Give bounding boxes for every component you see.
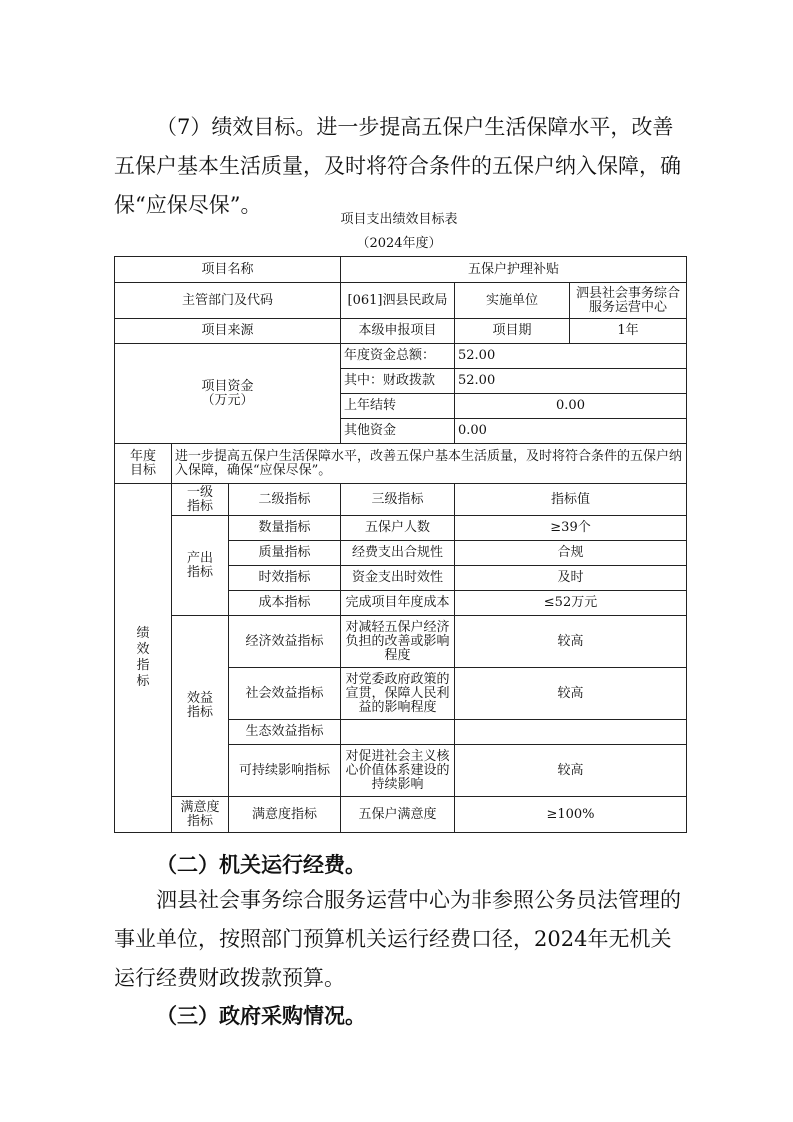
- indicator-l2: 满意度指标: [229, 797, 341, 833]
- source-label: 项目来源: [115, 319, 341, 344]
- project-name-label: 项目名称: [115, 257, 341, 283]
- benefit-label: [172, 616, 229, 797]
- fund-item-value: 0.00: [455, 394, 687, 419]
- row-benefit-economic: [115, 616, 687, 668]
- indicator-l2: 时效指标: [229, 566, 341, 591]
- impl-value: 泗县社会事务综合服务运营中心: [570, 283, 687, 319]
- indicator-l2: 质量指标: [229, 541, 341, 566]
- goal-label: [115, 444, 172, 484]
- indicator-l3: 对党委政府政策的宣贯，保障人民利益的影响程度: [341, 668, 455, 720]
- indicator-l3: [341, 720, 455, 745]
- dept-label: 主管部门及代码: [115, 283, 341, 319]
- intro-paragraph: （7）绩效目标。进一步提高五保户生活保障水平，改善五保户基本生活质量，及时将符合条件的五保户纳入保障，确保“应保尽保”。: [114, 115, 681, 217]
- indicator-l3: 五保户满意度: [341, 797, 455, 833]
- indicator-l2: 可持续影响指标: [229, 745, 341, 797]
- indicator-l3: 资金支出时效性: [341, 566, 455, 591]
- row-indicator-header: [115, 484, 687, 516]
- indicator-l2: 数量指标: [229, 516, 341, 541]
- source-value: 本级申报项目: [341, 319, 455, 344]
- indicator-l2: 生态效益指标: [229, 720, 341, 745]
- indicator-value: 较高: [455, 668, 687, 720]
- row-source: [115, 319, 687, 344]
- section2-heading: （二）机关运行经费。: [156, 852, 366, 877]
- goal-label-line1: 年度: [129, 448, 156, 464]
- row-fund-total: [115, 344, 687, 369]
- row-department: [115, 283, 687, 319]
- indicator-l3: 对促进社会主义核心价值体系建设的持续影响: [341, 745, 455, 797]
- satisfaction-label-text: 满意度指标: [180, 799, 220, 829]
- header-value: 指标值: [455, 484, 687, 516]
- header-l3: 三级指标: [341, 484, 455, 516]
- dept-value: [061]泗县民政局: [341, 283, 455, 319]
- satisfaction-label: [172, 797, 229, 833]
- indicator-value: ≤52万元: [455, 591, 687, 616]
- impl-label: 实施单位: [455, 283, 570, 319]
- output-label: [172, 516, 229, 616]
- fund-label-line2: （万元）: [201, 392, 254, 408]
- fund-item-value: 52.00: [455, 344, 687, 369]
- benefit-label-text: 效益指标: [186, 691, 213, 720]
- fund-item-label: 其中：财政拨款: [341, 369, 455, 394]
- performance-target-table: [114, 256, 687, 833]
- perf-label: [115, 484, 172, 833]
- indicator-l2: 成本指标: [229, 591, 341, 616]
- fund-label: [115, 344, 341, 444]
- goal-text: 进一步提高五保户生活保障水平，改善五保户基本生活质量，及时将符合条件的五保户纳入保障，确保“应保尽保”。: [172, 444, 687, 484]
- indicator-l3: 经费支出合规性: [341, 541, 455, 566]
- indicator-value: 合规: [455, 541, 687, 566]
- section3-heading: （三）政府采购情况。: [156, 1003, 366, 1028]
- project-name-value: 五保户护理补贴: [341, 257, 687, 283]
- indicator-l2: 经济效益指标: [229, 616, 341, 668]
- goal-label-line2: 目标: [129, 462, 156, 478]
- row-satisfaction: [115, 797, 687, 833]
- fund-item-value: 52.00: [455, 369, 687, 394]
- indicator-value: 较高: [455, 616, 687, 668]
- row-output-quantity: [115, 516, 687, 541]
- indicator-l2: 社会效益指标: [229, 668, 341, 720]
- perf-label-text: 绩效指标: [136, 626, 150, 689]
- table-year: （2024年度）: [356, 236, 442, 251]
- row-annual-goal: [115, 444, 687, 484]
- indicator-value: ≥100%: [455, 797, 687, 833]
- indicator-value: 及时: [455, 566, 687, 591]
- section2-body: 泗县社会事务综合服务运营中心为非参照公务员法管理的事业单位，按照部门预算机关运行经费口径，2024年无机关运行经费财政拨款预算。: [114, 888, 681, 990]
- fund-item-label: 年度资金总额：: [341, 344, 455, 369]
- row-project-name: [115, 257, 687, 283]
- header-l1-text: 一级指标: [186, 484, 213, 514]
- output-label-text: 产出指标: [186, 550, 213, 580]
- period-value: 1年: [570, 319, 687, 344]
- table-title: 项目支出绩效目标表: [340, 212, 458, 227]
- indicator-l3: 对减轻五保户经济负担的改善或影响程度: [341, 616, 455, 668]
- indicator-value: [455, 720, 687, 745]
- indicator-l3: 五保户人数: [341, 516, 455, 541]
- indicator-value: ≥39个: [455, 516, 687, 541]
- fund-item-value: 0.00: [455, 419, 687, 444]
- indicator-value: 较高: [455, 745, 687, 797]
- period-label: 项目期: [455, 319, 570, 344]
- fund-item-label: 上年结转: [341, 394, 455, 419]
- header-l2: 二级指标: [229, 484, 341, 516]
- indicator-l3: 完成项目年度成本: [341, 591, 455, 616]
- fund-label-line1: 项目资金: [201, 378, 254, 394]
- fund-item-label: 其他资金: [341, 419, 455, 444]
- header-l1: [172, 484, 229, 516]
